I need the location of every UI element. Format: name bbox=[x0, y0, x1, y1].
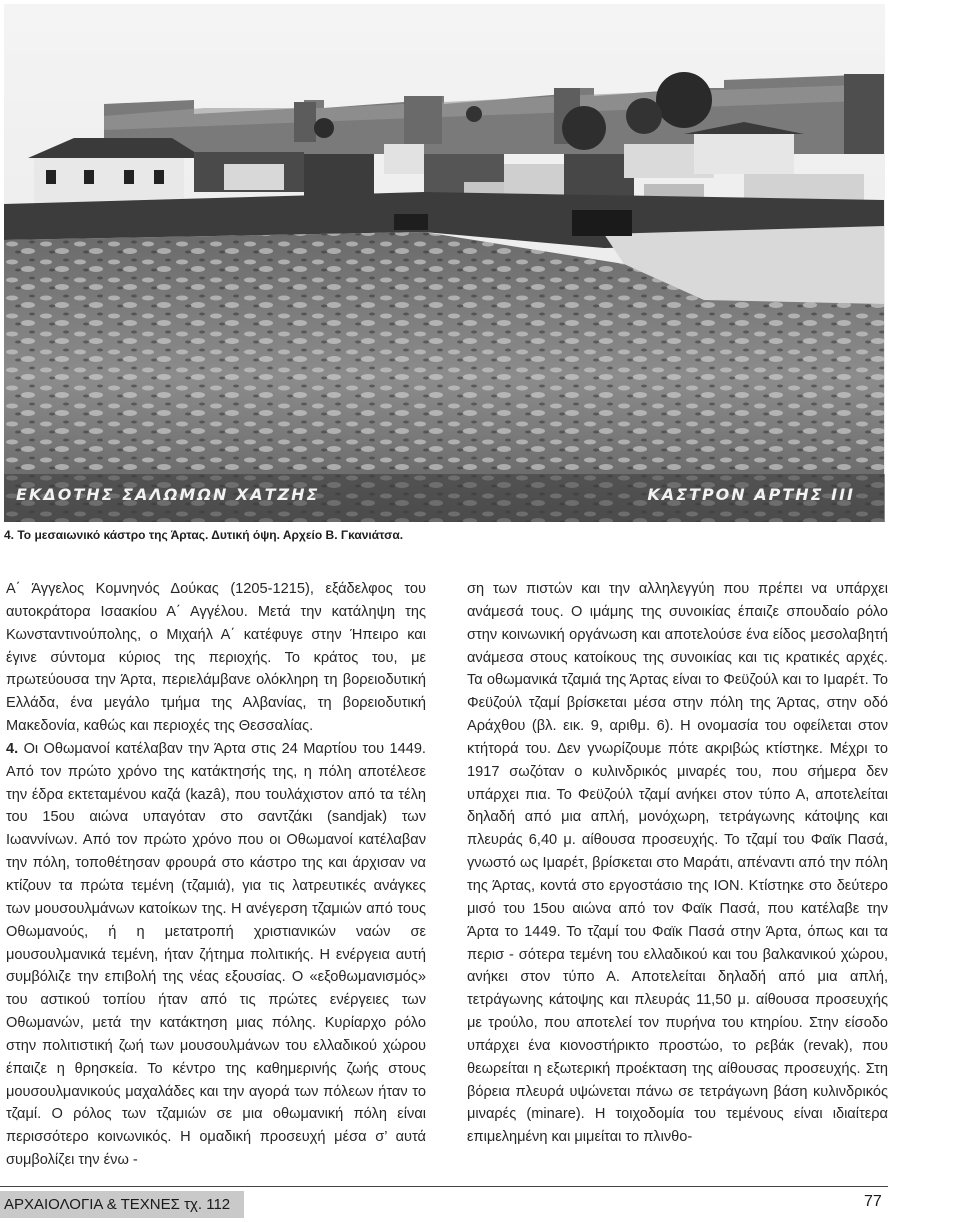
publisher-caption: ΕΚΔΟΤΗΣ ΣΑΛΩΜΩΝ ΧΑΤΖΗΣ bbox=[16, 485, 320, 504]
paragraph bbox=[6, 738, 426, 1172]
castle-title-caption: ΚΑΣΤΡΟΝ ΑΡΤΗΣ III bbox=[647, 485, 855, 504]
left-text-column bbox=[6, 578, 426, 1172]
journal-name: ΑΡΧΑΙΟΛΟΓΙΑ & ΤΕΧΝΕΣ τχ. 112 bbox=[0, 1191, 244, 1218]
footer-divider bbox=[0, 1186, 888, 1187]
figure-caption: 4. Το μεσαιωνικό κάστρο της Άρτας. Δυτική όψη. Αρχείο Β. Γκανιάτσα. bbox=[4, 528, 404, 542]
note-text: Οι Οθωμανοί κατέλαβαν την Άρτα στις 24 Μαρτίου του 1449. Από τον πρώτο χρόνο της κατάκτησής της, η πόλη αποτέλεσε την έδρα εκτεταμένου καζά (kazâ), που τουλάχιστον από τα τέλη του 15ου αιώνα υπαγόταν στο σαντζάκι (sandjak) των Ιωαννίνων. Από τον πρώτο χρόνο που οι Οθωμανοί κατέλαβαν την πόλη, τοποθέτησαν φρουρά στο κάστρο της και άρχισαν να κτίζουν τα πρώτα τεμένη (τζαμιά), για τις λατρευτικές ανάγκες των μουσουλμάνων κατοίκων της. Η ανέγερση τζαμιών από τους Οθωμανούς, ή η μετατροπή χριστιανικών ναών σε μουσουλμανικά τεμένη, ήταν ζήτημα πολιτικής. Η ενέργεια αυτή συμβόλιζε την επιβολή της νέας εξουσίας. Ο «εξοθωμανισμός» του αστικού τοπίου ήταν από τις πρώτες ενέργειες των Οθωμανών, μετά την κατάκτηση μιας πόλης. Κυρίαρχο ρόλο στην πολιτιστική ζωή των μουσουλμάνων του ελλαδικού χώρου έπαιζε η θρησκεία. Το κέντρο της καθημερινής ζωής στους μουσουλμανικούς μαχαλάδες και την αγορά των πόλεων ήταν το τζαμί. Ο ρόλος των τζαμιών σε μια οθωμανική πόλη είναι περισσότερο κοινωνικός. Η ομαδική προσευχή μέσα σ’ αυτά συμβολίζει την ένω - bbox=[6, 740, 426, 1169]
castle-photograph bbox=[4, 4, 885, 522]
paragraph: Α΄ Άγγελος Κομνηνός Δούκας (1205-1215), εξάδελφος του αυτοκράτορα Ισαακίου Α΄ Αγγέλου. Μετά την κατάληψη της Κωνσταντινούπολης, ο Μιχαήλ Α΄ κατέφυγε στην Ήπειρο και έγινε σύντομα κύριος της περιοχής. Το κράτος του, με πρωτεύουσα την Άρτα, περιελάμβανε ολόκληρη τη βορειοδυτική Ελλάδα, ένα μεγάλο τμήμα της Αλβανίας, τη βορειοδυτική Μακεδονία, καθώς και περιοχές της Θεσσαλίας. bbox=[6, 581, 426, 735]
castle-photo-image bbox=[4, 4, 885, 522]
paragraph: ση των πιστών και την αλληλεγγύη που πρέπει να υπάρχει ανάμεσά τους. Ο ιμάμης της συνοικίας έπαιζε σπουδαίο ρόλο στην κοινωνική οργάνωση και αποτελούσε ένα είδος μεσολαβητή ανάμεσα στους κατοίκους της συνοικίας και τις κρατικές αρχές. Τα οθωμανικά τζαμιά της Άρτας είναι το Φεϋζούλ και το Ιμαρέτ. Το Φεϋζούλ τζαμί βρίσκεται μέσα στην πόλη της Άρτας, στην οδό Αράχθου (βλ. εικ. 9, αριθμ. 6). Η ονομασία του οφείλεται στον κτήτορά του. Δεν γνωρίζουμε πότε ακριβώς κτίστηκε. Μέχρι το 1917 σωζόταν ο κυλινδρικός μιναρές του, που σήμερα δεν υπάρχει πια. Το Φεϋζούλ τζαμί ανήκει στον τύπο Α, αποτελείται δηλαδή από μια απλή, μονόχωρη, τετράγωνης κάτοψης και πλευράς 6,40 μ. αίθουσα προσευχής. Το τζαμί του Φαϊκ Πασά, γνωστό ως Ιμαρέτ, βρίσκεται στο Μαράτι, απέναντι από την πόλη της Άρτας, κοντά στο εργοστάσιο της ΙΟΝ. Κτίστηκε στο δεύτερο μισό του 15ου αιώνα από τον Φαϊκ Πασά, που κατέλαβε την Άρτα το 1449. Το τζαμί του Φαϊκ Πασά στην Άρτα, όπως και τα περισ - σότερα τεμένη του ελλαδικού και του βαλκανικού χώρου, ανήκει στον τύπο Α. Αποτελείται δηλαδή από μια απλή, τετράγωνης κάτοψης και πλευράς 11,50 μ. αίθουσα προσευχής με τρούλο, που αποτελεί τον πυρήνα του κτηρίου. Στην είσοδο υπάρχει ένα κιονοστήρικτο προστώο, το ρεβάκ (revak), που θεωρείται η εξωτερική προέκταση της αίθουσας προσευχής. Στη βόρεια πλευρά υψώνεται πάνω σε τετράγωνη βάση κυλινδρικός μιναρές (minare). Η τοιχοδομία του τεμένους είναι ιδιαίτερα επιμελημένη και μιμείται το πλινθο- bbox=[467, 581, 888, 1146]
note-number: 4. bbox=[6, 740, 19, 757]
right-text-column bbox=[467, 578, 888, 1149]
page-number: 77 bbox=[864, 1193, 882, 1210]
